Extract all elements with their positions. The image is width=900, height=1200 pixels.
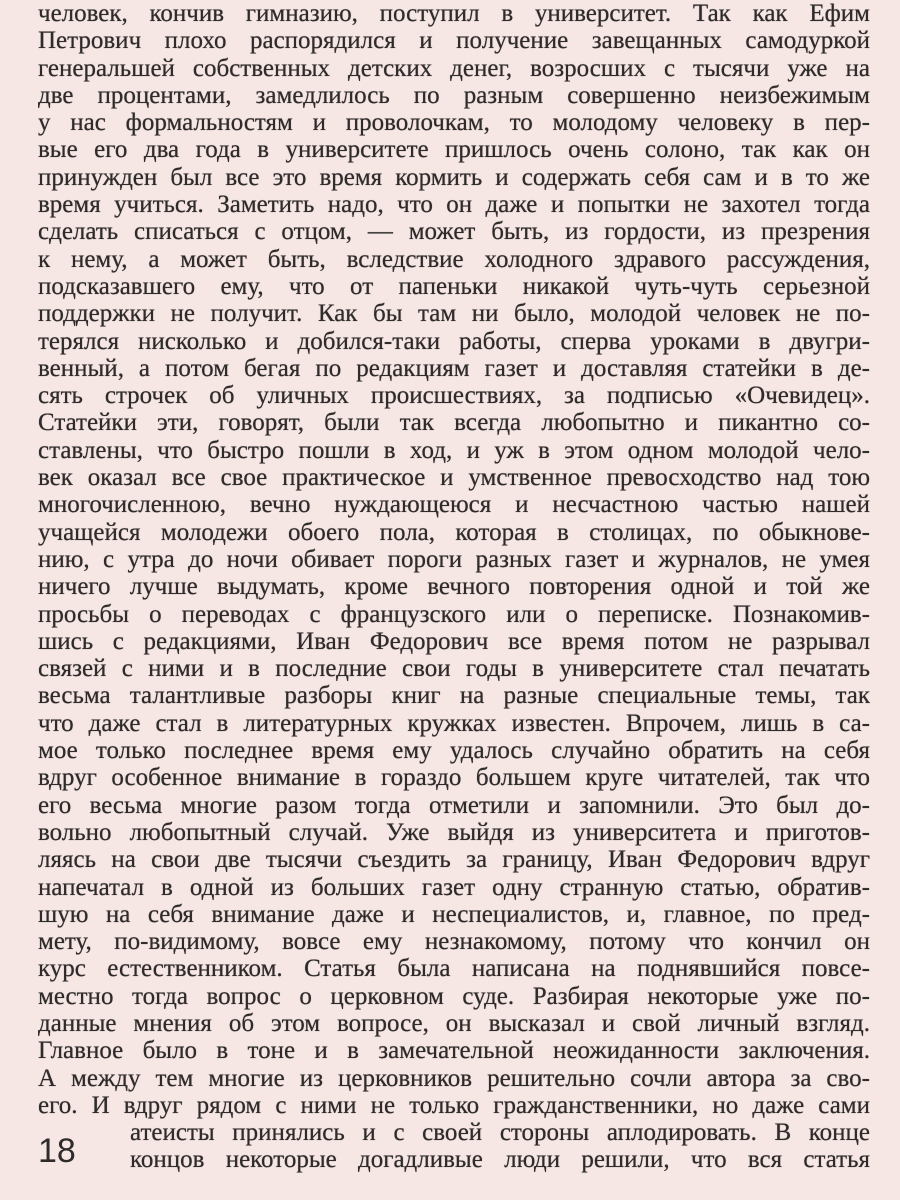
text-line: вые его два года в университете пришлось очень солоно, так как он [38,136,870,164]
text-line: ставлены, что быстро пошли в ход, и уж в этом одном молодой чело- [38,436,870,464]
text-line: шись с редакциями, Иван Федорович все время потом не разрывал [38,627,870,655]
text-line: век оказал все свое практическое и умственное превосходство над тою [38,464,870,492]
text-line: время учиться. Заметить надо, что он даже и попытки не захотел тогда [38,191,870,219]
text-line: его. И вдруг рядом с ними не только гражданственники, но даже сами [38,1091,870,1119]
text-line: данные мнения об этом вопросе, он высказал и свой личный взгляд. [38,1009,870,1037]
text-line: генеральшей собственных детских денег, возросших с тысячи уже на [38,54,870,82]
text-line: ничего лучше выдумать, кроме вечного повторения одной и той же [38,573,870,601]
text-line: весьма талантливые разборы книг на разные специальные темы, так [38,682,870,710]
text-line: А между тем многие из церковников решительно сочли автора за сво- [38,1064,870,1092]
book-page-text [38,0,870,1174]
text-line: Главное было в тоне и в замечательной неожиданности заключения. [38,1037,870,1065]
text-line: сделать списаться с отцом, — может быть, из гордости, из презрения [38,218,870,246]
text-line: связей с ними и в последние свои годы в университете стал печатать [38,655,870,683]
text-line: что даже стал в литературных кружках известен. Впрочем, лишь в са- [38,709,870,737]
text-line: многочисленною, вечно нуждающеюся и несчастною частью нашей [38,491,870,519]
text-line: ляясь на свои две тысячи съездить за границу, Иван Федорович вдруг [38,846,870,874]
text-line: нию, с утра до ночи обивает пороги разных газет и журналов, не умея [38,545,870,573]
text-line: учащейся молодежи обоего пола, которая в столицах, по обыкнове- [38,518,870,546]
text-line: сять строчек об уличных происшествиях, за подписью «Очевидец». [38,382,870,410]
text-line: у нас формальностям и проволочкам, то молодому человеку в пер- [38,109,870,137]
text-line: курс естественником. Статья была написана на поднявшийся повсе- [38,955,870,983]
text-line: вольно любопытный случай. Уже выйдя из университета и приготов- [38,818,870,846]
text-line: терялся нисколько и добился-таки работы, сперва уроками в двугри- [38,327,870,355]
text-line: подсказавшего ему, что от папеньки никакой чуть-чуть серьезной [38,272,870,300]
page-number: 18 [38,1132,76,1170]
text-line: Петрович плохо распорядился и получение завещанных самодуркой [38,27,870,55]
text-line: шую на себя внимание даже и неспециалистов, и, главное, по пред- [38,900,870,928]
text-line: просьбы о переводах с французского или о переписке. Познакомив- [38,600,870,628]
text-line: атеисты принялись и с своей стороны аплодировать. В конце [130,1119,870,1147]
text-line: Статейки эти, говорят, были так всегда любопытно и пикантно со- [38,409,870,437]
text-line: две процентами, замедлилось по разным совершенно неизбежимым [38,81,870,109]
text-line: поддержки не получит. Как бы там ни было, молодой человек не по- [38,300,870,328]
text-line: к нему, а может быть, вследствие холодного здравого рассуждения, [38,245,870,273]
text-line: вдруг особенное внимание в гораздо большем круге читателей, так что [38,764,870,792]
text-line: принужден был все это время кормить и содержать себя сам и в то же [38,163,870,191]
text-line: концов некоторые догадливые люди решили, что вся статья [130,1146,870,1174]
text-line: его весьма многие разом тогда отметили и запомнили. Это был до- [38,791,870,819]
text-line: напечатал в одной из больших газет одну странную статью, обратив- [38,873,870,901]
text-line: мету, по-видимому, вовсе ему незнакомому, потому что кончил он [38,928,870,956]
text-line: местно тогда вопрос о церковном суде. Разбирая некоторые уже по- [38,982,870,1010]
text-line: мое только последнее время ему удалось случайно обратить на себя [38,737,870,765]
text-line: человек, кончив гимназию, поступил в университет. Так как Ефим [38,0,870,27]
text-line: венный, а потом бегая по редакциям газет и доставляя статейки в де- [38,354,870,382]
